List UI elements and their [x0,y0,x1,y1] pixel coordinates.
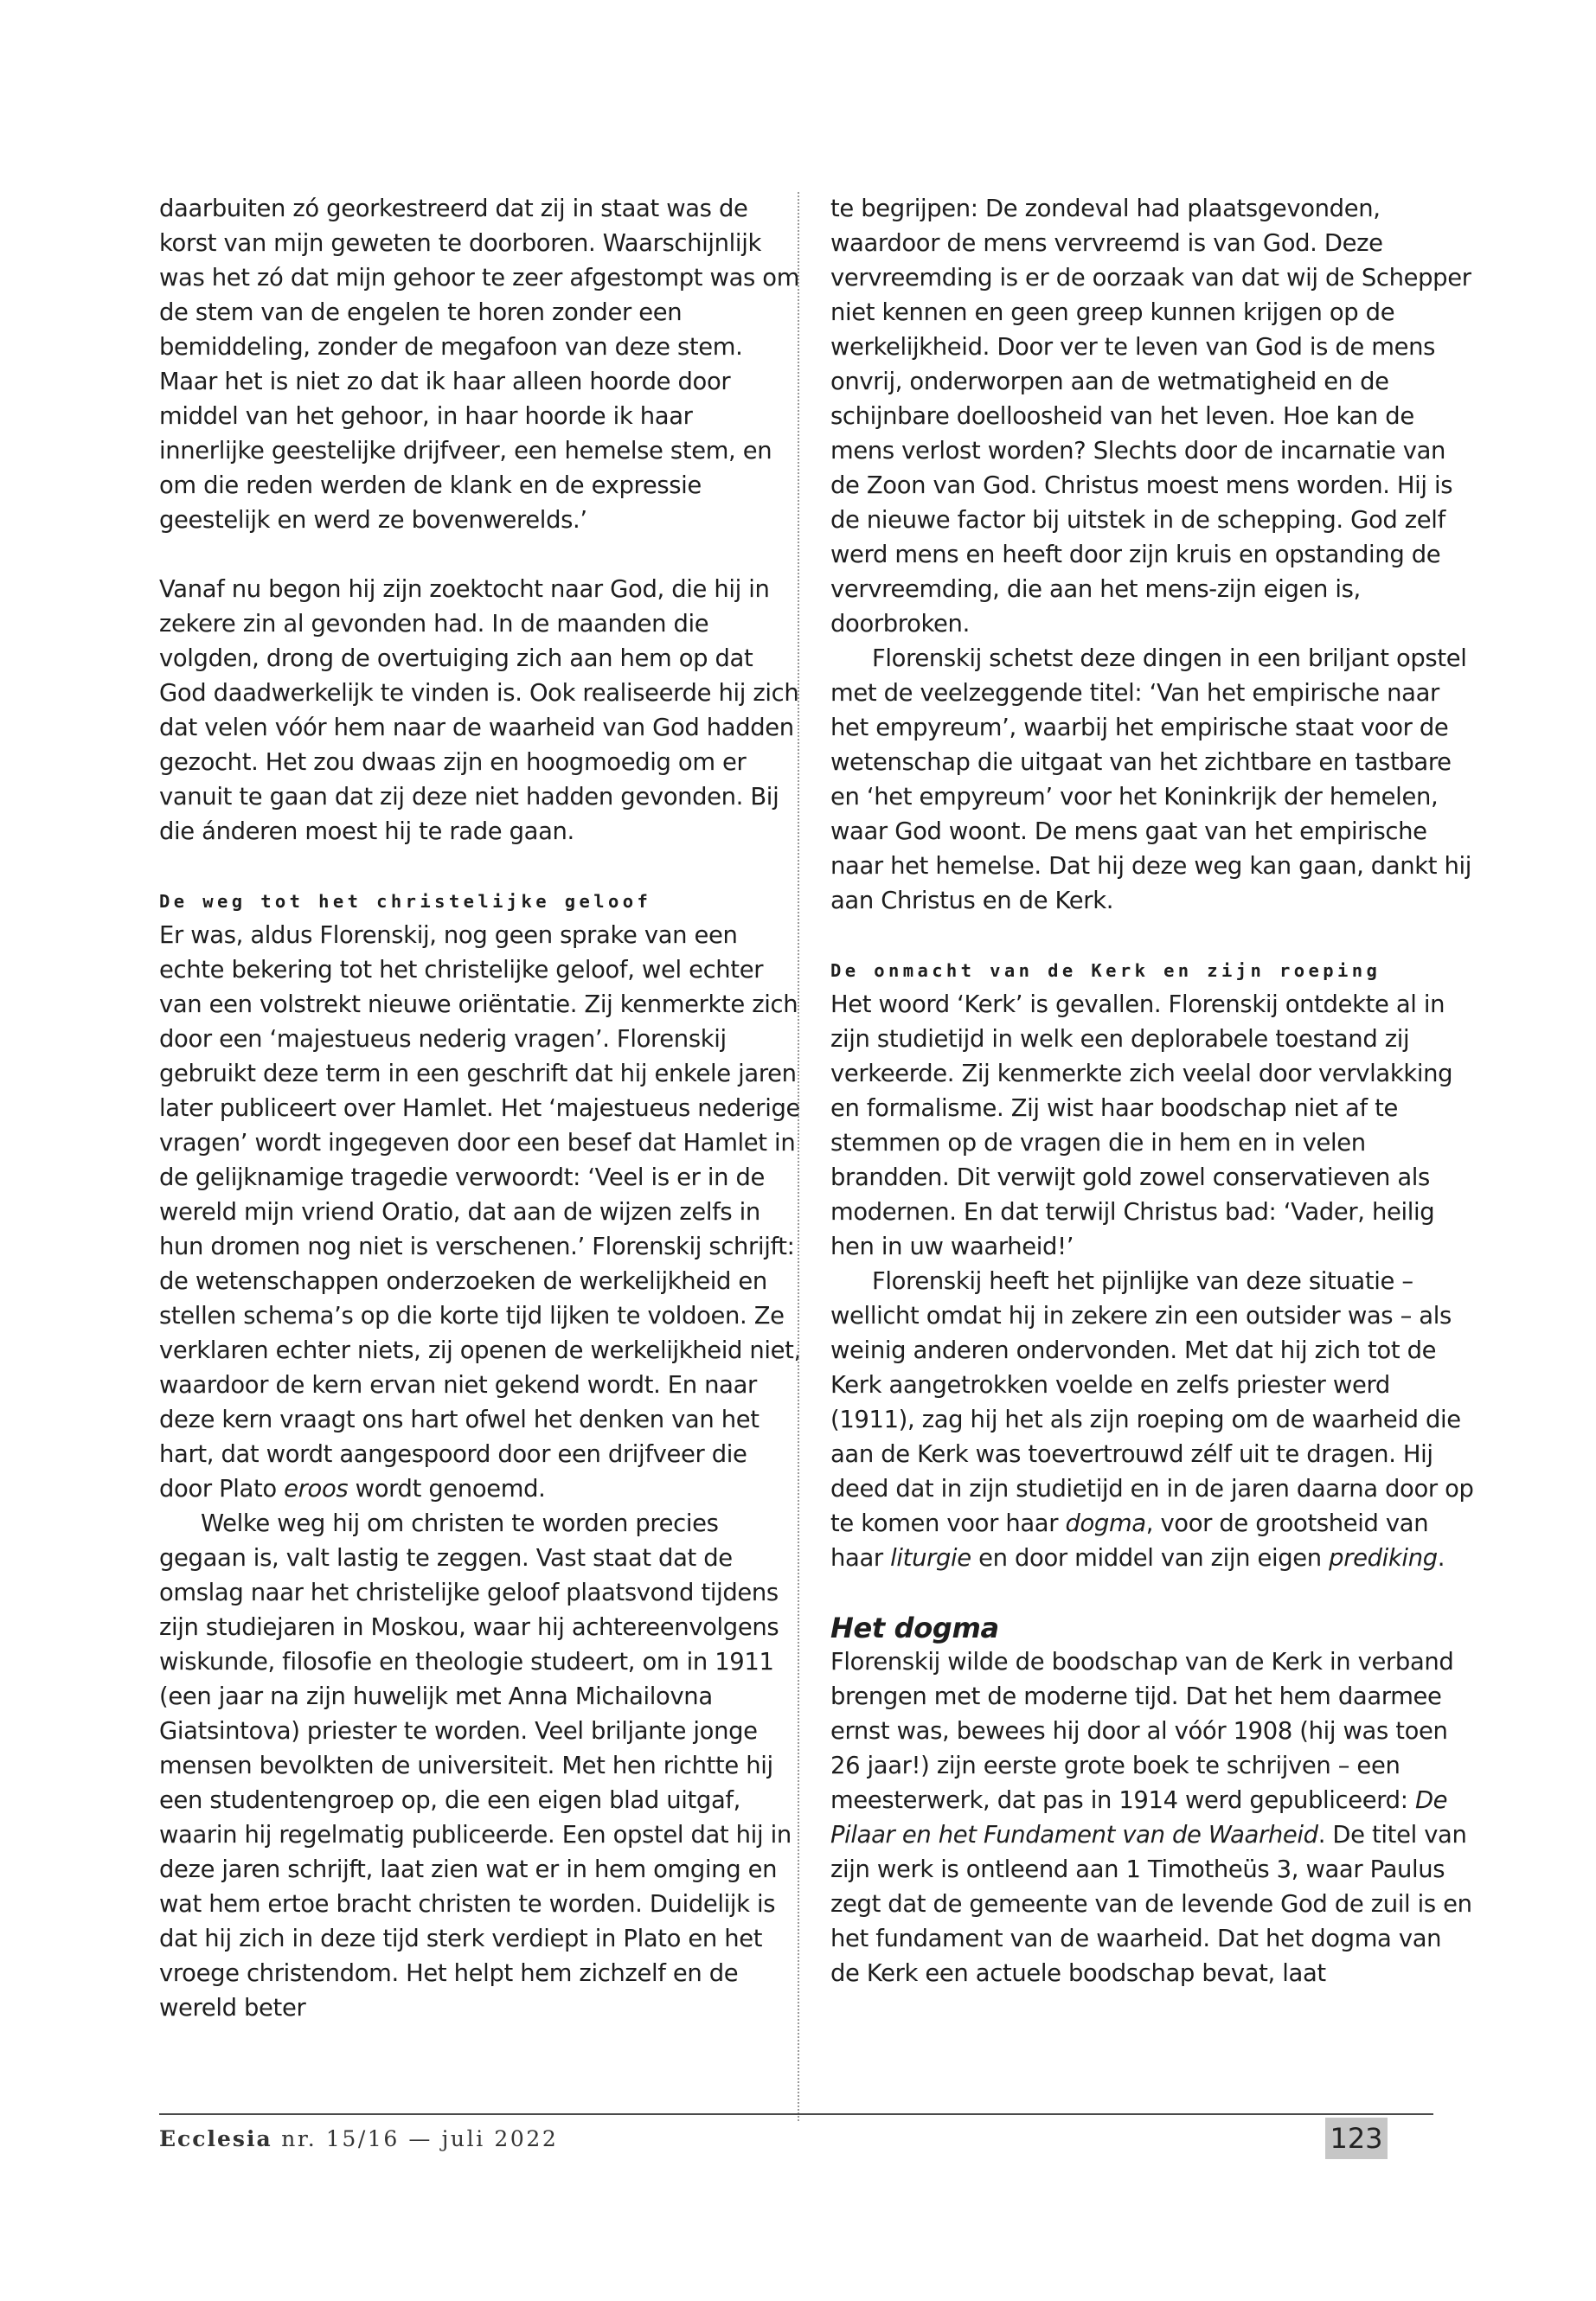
section-heading: De weg tot het christelijke geloof [159,891,652,912]
italic-term: eroos [284,1476,349,1503]
italic-term: dogma [1065,1510,1146,1537]
text-run: Florenskij wilde de boodschap van de Kerk in verband brengen met de moderne tijd. Dat het hem daarmee ernst was, bewees hij door al vóór 1908 (hij was toen 26 jaar!) zijn eerste grote boek te schrijven – een meesterwerk, dat pas in 1914 werd gepubliceerd: [830,1649,1454,1814]
paragraph-gap [830,1576,1475,1611]
issue-info: nr. 15/16 — juli 2022 [272,2126,559,2151]
italic-term: prediking [1329,1545,1438,1572]
footer-journal [159,2120,558,2158]
paragraph: Vanaf nu begon hij zijn zoektocht naar God, die hij in zekere zin al gevonden had. In de maanden die volgden, drong de overtuiging zich aan hem op dat God daadwerkelijk te vinden is. Ook realiseerde hij zich dat velen vóór hem naar de waarheid van God hadden gezocht. Het zou dwaas zijn en hoogmoedig om er vanuit te gaan dat zij deze niet hadden gevonden. Bij die ánderen moest hij te rade gaan. [159,576,799,845]
paragraph-gap [830,919,1475,953]
paragraph [830,1645,1475,1991]
left-column [159,192,804,2026]
text-run: . De titel van zijn werk is ontleend aan 1 Timotheüs 3, waar Paulus zegt dat de gemeente van de levende God de zuil is en het fundament van de waarheid. Dat het dogma van de Kerk een actuele boodschap bevat, laat [830,1822,1472,1987]
text-run: wordt genoemd. [348,1476,546,1503]
column-divider [798,192,799,2121]
text-run: , voor de grootsheid van haar [830,1510,1429,1572]
journal-name: Ecclesia [159,2126,272,2151]
paragraph-gap [159,849,804,884]
italic-term: liturgie [890,1545,971,1572]
paragraph: daarbuiten zó georkestreerd dat zij in staat was de korst van mijn geweten te doorboren. Waarschijnlijk was het zó dat mijn gehoor te zeer afgestompt was om de stem van de engelen te horen zonder een bemiddeling, zonder de megafoon van deze stem. Maar het is niet zo dat ik haar alleen hoorde door middel van het gehoor, in haar hoorde ik haar innerlijke geestelijke drijfveer, een hemelse stem, en om die reden werden de klank en de expressie geestelijk en werd ze bovenwerelds.’ [159,195,800,534]
section-heading: De onmacht van de Kerk en zijn roeping [830,960,1381,981]
paragraph [830,1265,1475,1576]
page-number: 123 [1325,2118,1388,2159]
right-column [830,192,1475,1991]
text-run: Florenskij heeft het pijnlijke van deze situatie – wellicht omdat hij in zekere zin een outsider was – als weinig anderen ondervonden. Met dat hij zich tot de Kerk aangetrokken voelde en zelfs priester werd (1911), zag hij het als zijn roeping om de waarheid die aan de Kerk was toevertrouwd zélf uit te dragen. Hij deed dat in zijn studietijd en in de jaren daarna door op te komen voor haar [830,1268,1474,1537]
paragraph: Welke weg hij om christen te worden precies gegaan is, valt lastig te zeggen. Vast staat dat de omslag naar het christelijke geloof plaatsvond tijdens zijn studiejaren in Moskou, waar hij achtereenvolgens wiskunde, filosofie en theologie studeert, om in 1911 (een jaar na zijn huwelijk met Anna Michailovna Giatsintova) priester te worden. Veel briljante jonge mensen bevolkten de universiteit. Met hen richtte hij een studentengroep op, die een eigen blad uitgaf, waarin hij regelmatig publiceerde. Een opstel dat hij in deze jaren schrijft, laat zien wat er in hem omging en wat hem ertoe bracht christen te worden. Duidelijk is dat hij zich in deze tijd sterk verdiept in Plato en het vroege christendom. Het helpt hem zichzelf en de wereld beter [159,1510,792,2022]
subheading: Het dogma [830,1612,999,1644]
text-run: Er was, aldus Florenskij, nog geen sprake van een echte bekering tot het christelijke geloof, wel echter van een volstrekt nieuwe oriëntatie. Zij kenmerkte zich door een ‘majestueus nederig vragen’. Florenskij gebruikt deze term in een geschrift dat hij enkele jaren later publiceert over Hamlet. Het ‘majestueus nederige vragen’ wordt ingegeven door een besef dat Hamlet in de gelijknamige tragedie verwoordt: ‘Veel is er in de wereld mijn vriend Oratio, dat aan de wijzen zelfs in hun dromen nog niet is verschenen.’ Florenskij schrijft: de wetenschappen onderzoeken de werkelijkheid en stellen schema’s op die korte tijd lijken te voldoen. Ze verklaren echter niets, zij openen de werkelijkheid niet, waardoor de kern ervan niet gekend wordt. En naar deze kern vraagt ons hart ofwel het denken van het hart, dat wordt aangespoord door een drijfveer die door Plato [159,922,801,1503]
paragraph: Het woord ‘Kerk’ is gevallen. Florenskij ontdekte al in zijn studietijd in welk een deplorabele toestand zij verkeerde. Zij kenmerkte zich veelal door vervlakking en formalisme. Zij wist haar boodschap niet af te stemmen op de vragen die in hem en in velen brandden. Dit verwijt gold zowel conservatieven als modernen. En dat terwijl Christus bad: ‘Vader, heilig hen in uw waarheid!’ [830,991,1453,1260]
book-title: De Pilaar en het Fundament van de Waarheid [830,1787,1448,1849]
paragraph [159,919,804,1507]
paragraph-gap [159,538,804,573]
footer-rule [159,2113,1433,2115]
paragraph: te begrijpen: De zondeval had plaatsgevonden, waardoor de mens vervreemd is van God. Deze vervreemding is er de oorzaak van dat wij de Schepper niet kennen en geen greep kunnen krijgen op de werkelijkheid. Door ver te leven van God is de mens onvrij, onderworpen aan de wetmatigheid en de schijnbare doelloosheid van het leven. Hoe kan de mens verlost worden? Slechts door de incarnatie van de Zoon van God. Christus moest mens worden. Hij is de nieuwe factor bij uitstek in de schepping. God zelf werd mens en heeft door zijn kruis en opstanding de vervreemding, die aan het mens-zijn eigen is, doorbroken. [830,195,1471,638]
text-run: en door middel van zijn eigen [971,1545,1330,1572]
paragraph: Florenskij schetst deze dingen in een briljant opstel met de veelzeggende titel: ‘Van het empirische naar het empyreum’, waarbij het empirische staat voor de wetenschap die uitgaat van het zichtbare en tastbare en ‘het empyreum’ voor het Koninkrijk der hemelen, waar God woont. De mens gaat van het empirische naar het hemelse. Dat hij deze weg kan gaan, dankt hij aan Christus en de Kerk. [830,645,1472,914]
text-run: . [1437,1545,1445,1572]
